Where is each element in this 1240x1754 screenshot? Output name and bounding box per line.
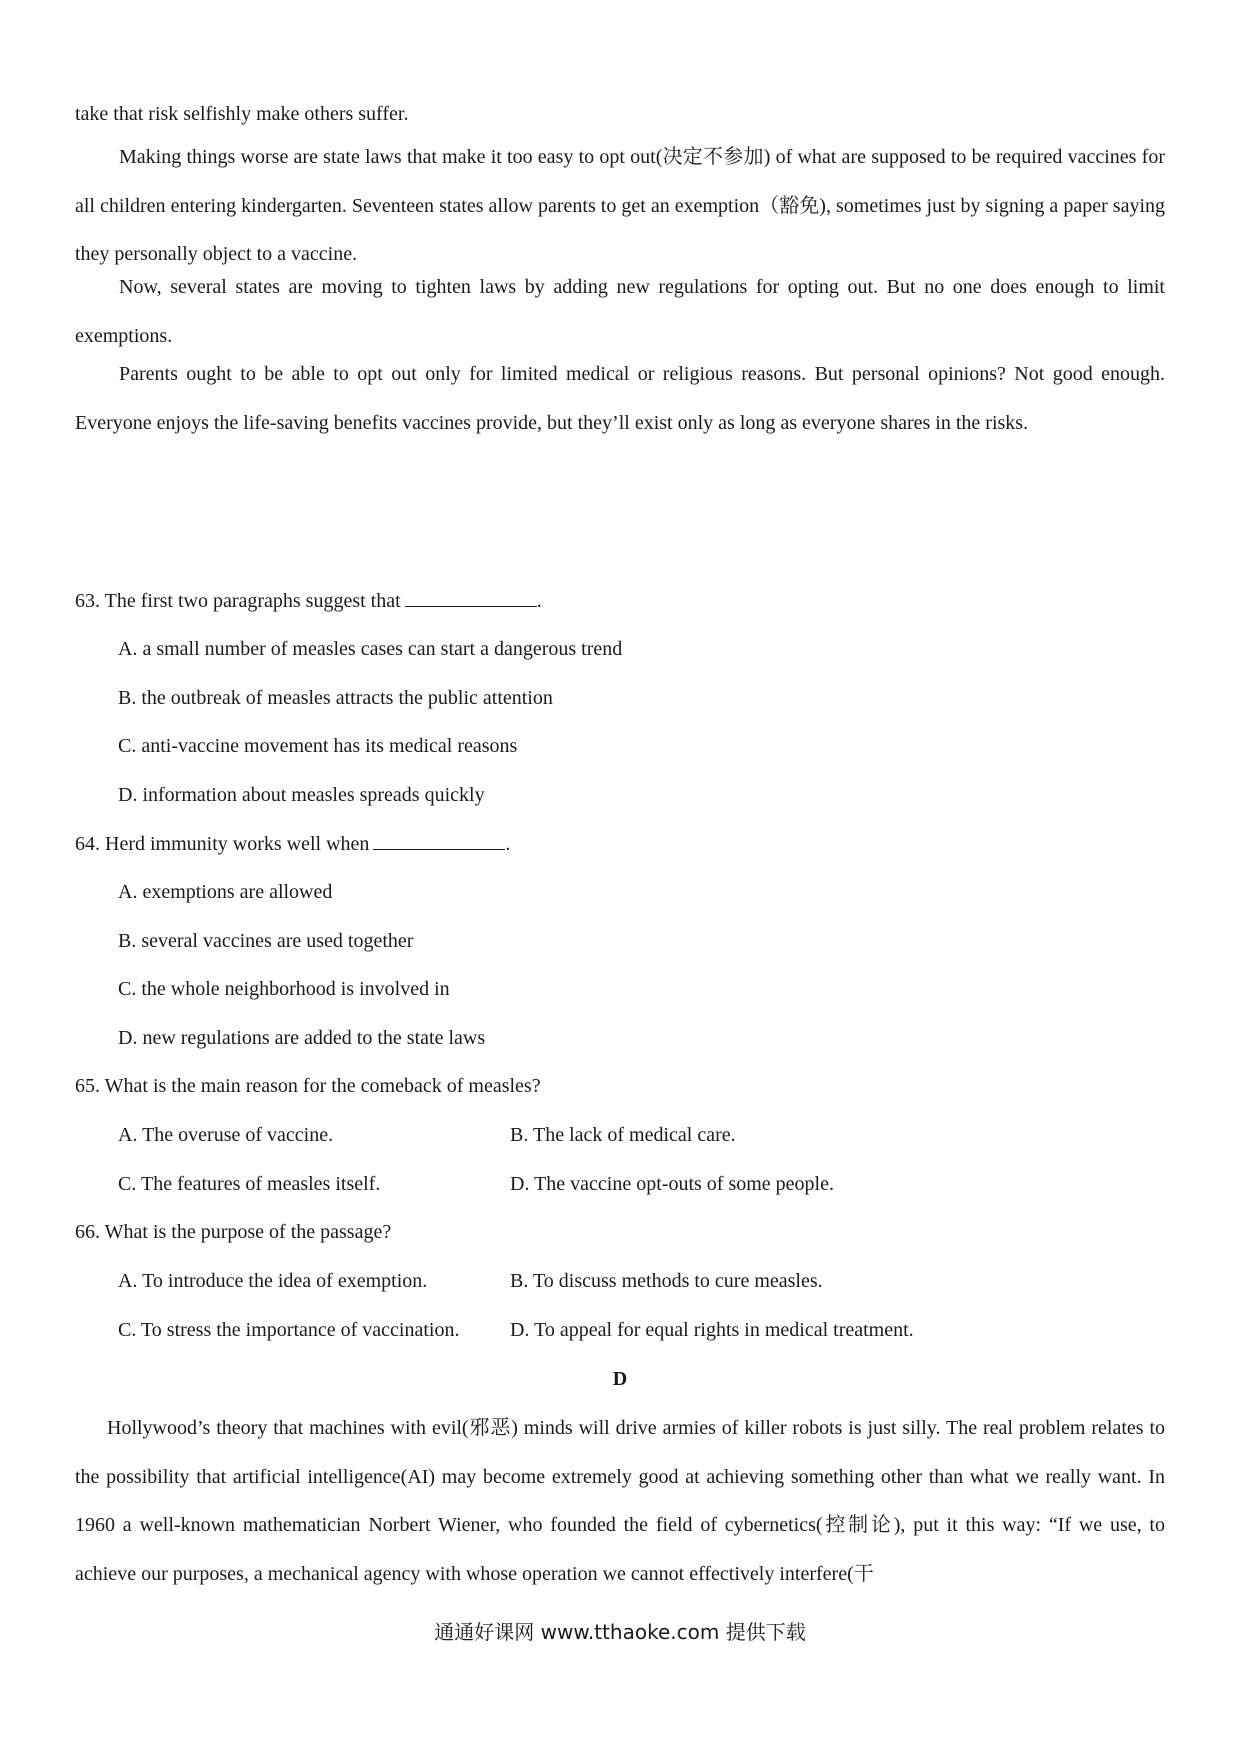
passage-c-paragraph-1: Making things worse are state laws that make it too easy to opt out(决定不参加) of what are supposed to be required vaccines for all children entering kindergarten. Seventeen states allow parents to get an exemption（豁免), sometimes just by signing a paper saying they personally object to a vaccine. <box>75 146 1165 266</box>
option-64-a: A. exemptions are allowed <box>118 881 333 903</box>
question-65: 65. What is the main reason for the comeback of measles? <box>75 1075 541 1097</box>
passage-d-paragraph-1: Hollywood’s theory that machines with evil(邪恶) minds will drive armies of killer robots is just silly. The real problem relates to the possibility that artificial intelligence(AI) may become extremely good at achieving something other than what we really want. In 1960 a well-known mathematician Norbert Wiener, who founded the field of cybernetics(控制论), put it this way: “If we use, to achieve our purposes, a mechanical agency with whose operation we cannot effectively interfere(干 <box>75 1417 1165 1585</box>
option-65-d: D. The vaccine opt-outs of some people. <box>510 1173 834 1195</box>
answer-blank <box>405 588 537 607</box>
page-footer: 通通好课网 www.tthaoke.com 提供下载 <box>434 1620 806 1644</box>
option-63-c: C. anti-vaccine movement has its medical reasons <box>118 735 518 757</box>
question-63 <box>75 588 542 613</box>
option-63-b: B. the outbreak of measles attracts the public attention <box>118 687 553 709</box>
passage-c-line: take that risk selfishly make others suffer. <box>75 103 409 125</box>
question-tail: . <box>536 590 542 612</box>
option-63-a: A. a small number of measles cases can start a dangerous trend <box>118 638 623 660</box>
question-64 <box>75 831 510 856</box>
option-64-b: B. several vaccines are used together <box>118 930 414 952</box>
option-65-b: B. The lack of medical care. <box>510 1124 736 1146</box>
question-tail: . <box>505 833 511 855</box>
option-65-a: A. The overuse of vaccine. <box>118 1124 334 1146</box>
option-66-a: A. To introduce the idea of exemption. <box>118 1270 428 1292</box>
option-66-c: C. To stress the importance of vaccination. <box>118 1319 460 1341</box>
section-d-heading: D <box>612 1368 628 1390</box>
question-stem: 64. Herd immunity works well when <box>75 833 370 855</box>
option-64-d: D. new regulations are added to the state laws <box>118 1027 486 1049</box>
option-65-c: C. The features of measles itself. <box>118 1173 381 1195</box>
question-stem: 63. The first two paragraphs suggest that <box>75 590 401 612</box>
option-66-d: D. To appeal for equal rights in medical treatment. <box>510 1319 914 1341</box>
option-66-b: B. To discuss methods to cure measles. <box>510 1270 823 1292</box>
passage-c-paragraph-3: Parents ought to be able to opt out only for limited medical or religious reasons. But personal opinions? Not good enough. Everyone enjoys the life-saving benefits vaccines provide, but they’ll exist only as long as everyone shares in the risks. <box>75 363 1165 434</box>
passage-c-paragraph-2: Now, several states are moving to tighten laws by adding new regulations for opting out. But no one does enough to limit exemptions. <box>75 276 1165 347</box>
question-66: 66. What is the purpose of the passage? <box>75 1221 392 1243</box>
option-63-d: D. information about measles spreads quickly <box>118 784 485 806</box>
option-64-c: C. the whole neighborhood is involved in <box>118 978 450 1000</box>
answer-blank <box>373 831 505 850</box>
